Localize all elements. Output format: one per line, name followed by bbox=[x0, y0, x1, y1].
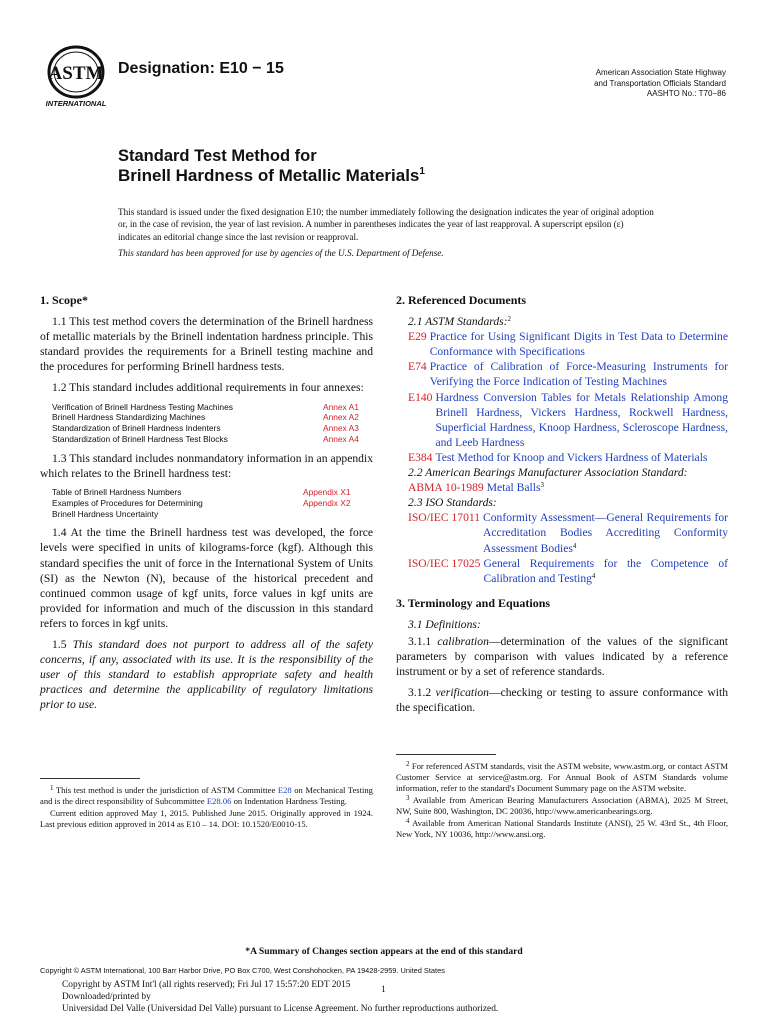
appendix-row bbox=[52, 498, 373, 509]
reference-title[interactable]: Practice of Calibration of Force-Measuring Instruments for Verifying the Force Indication of Testing Machines bbox=[429, 360, 728, 389]
reference-title[interactable] bbox=[483, 556, 728, 586]
scope-1-5-number: 1.5 bbox=[52, 637, 67, 651]
footnote-rule bbox=[40, 778, 140, 779]
definition-term: verification bbox=[435, 686, 489, 700]
aashto-line-3: AASHTO No.: T70−86 bbox=[646, 89, 726, 98]
reference-item[interactable] bbox=[408, 480, 728, 495]
footnote-text: For referenced ASTM standards, visit the ASTM website, www.astm.org, or contact ASTM Customer Service at service@astm.org. For Annual Book of ASTM Standards volume information, refer to the standard's Document Summary page on the ASTM website. bbox=[396, 761, 729, 793]
scope-1-5-text: This standard does not purport to address all of the safety concerns, if any, associated with its use. It is the responsibility of the user of this standard to establish appropriate safety and health practices and determine the applicability of regulatory limitations prior to use. bbox=[40, 637, 373, 712]
summary-note: *A Summary of Changes section appears at the end of this standard bbox=[245, 946, 523, 957]
annex-row bbox=[52, 434, 373, 445]
abma-label: 2.2 American Bearings Manufacturer Association Standard: bbox=[408, 466, 688, 480]
references-heading: 2. Referenced Documents bbox=[396, 293, 527, 307]
reference-code[interactable]: E29 bbox=[408, 330, 427, 344]
footnote-text: Available from American Bearing Manufacturers Association (ABMA), 2025 M Street, NW, Suite 800, Washington, DC 20036, http://www.americanbearings.org. bbox=[396, 795, 728, 816]
appendix-row bbox=[52, 487, 373, 498]
annex-row bbox=[52, 423, 373, 434]
footnotes-left bbox=[40, 785, 373, 831]
scope-1-3: 1.3 This standard includes nonmandatory information in an appendix which relates to the Brinell hardness test: bbox=[40, 451, 373, 480]
definition-number: 3.1.1 bbox=[408, 634, 432, 648]
annex-list bbox=[52, 402, 373, 445]
definition-text: —checking or testing to assure conformance with the specification. bbox=[396, 686, 728, 715]
designation: Designation: E10 − 15 bbox=[118, 60, 284, 77]
title-line-2 bbox=[118, 166, 425, 186]
footnote-mark: 2 bbox=[406, 760, 410, 768]
appendix-label: Examples of Procedures for Determining bbox=[52, 497, 203, 508]
reference-item[interactable] bbox=[408, 329, 728, 359]
footnote-1-edition: Current edition approved May 1, 2015. Published June 2015. Originally approved in 1924. Last previous edition approved in 2014 as E10 – 14. DOI: 10.1520/E0010-15. bbox=[40, 808, 373, 829]
aashto-note bbox=[548, 68, 726, 100]
reference-code[interactable]: ABMA 10-1989 bbox=[408, 481, 484, 495]
appendix-link[interactable]: Appendix X2 bbox=[303, 497, 351, 508]
reference-item[interactable] bbox=[408, 359, 728, 389]
definition-verification bbox=[396, 685, 728, 715]
annex-label: Standardization of Brinell Hardness Indenters bbox=[52, 423, 221, 434]
reference-footnote-mark: 4 bbox=[572, 541, 577, 550]
scope-heading: 1. Scope* bbox=[40, 293, 88, 307]
annex-row bbox=[52, 412, 373, 423]
dod-approval: This standard has been approved for use by agencies of the U.S. Department of Defense. bbox=[118, 248, 444, 258]
footnote-3 bbox=[396, 795, 728, 817]
committee-link[interactable]: E28 bbox=[277, 785, 292, 795]
annex-label: Brinell Hardness Standardizing Machines bbox=[52, 412, 206, 423]
definition-number: 3.1.2 bbox=[408, 686, 432, 700]
reference-title[interactable]: Practice for Using Significant Digits in Test Data to Determine Conformance with Specifications bbox=[429, 330, 728, 359]
footnote-text: on Indentation Hardness Testing. bbox=[233, 796, 347, 806]
download-notice bbox=[62, 979, 498, 1016]
definition-calibration bbox=[396, 634, 728, 679]
page-number: 1 bbox=[381, 984, 386, 995]
footnote-mark: 3 bbox=[406, 794, 410, 802]
footnote-2 bbox=[396, 761, 728, 794]
annex-label: Standardization of Brinell Hardness Test Blocks bbox=[52, 433, 228, 444]
title-line-1: Standard Test Method for bbox=[118, 147, 317, 165]
reference-footnote-mark: 4 bbox=[591, 571, 596, 580]
footnote-text: Available from American National Standards Institute (ANSI), 25 W. 43rd St., 4th Floor, New York, NY 10036, http://www.ansi.org. bbox=[396, 818, 728, 839]
annex-label: Verification of Brinell Hardness Testing Machines bbox=[52, 401, 233, 412]
reference-title[interactable] bbox=[483, 510, 728, 555]
copyright-line: Copyright © ASTM International, 100 Barr Harbor Drive, PO Box C700, West Conshohocken, PA 19428-2959. United States bbox=[40, 966, 445, 975]
subcommittee-link[interactable]: E28.06 bbox=[206, 796, 232, 806]
reference-code[interactable]: ISO/IEC 17011 bbox=[408, 511, 481, 525]
reference-item[interactable] bbox=[408, 510, 728, 555]
reference-title[interactable]: Test Method for Knoop and Vickers Hardness of Materials bbox=[435, 450, 708, 464]
reference-item[interactable] bbox=[408, 450, 728, 465]
download-line-1: Copyright by ASTM Int'l (all rights reserved); Fri Jul 17 15:57:20 EDT 2015 bbox=[62, 980, 351, 990]
page-title bbox=[118, 146, 425, 186]
logo-text: ASTM bbox=[48, 63, 104, 84]
reference-item[interactable] bbox=[408, 556, 728, 586]
footnote-1 bbox=[40, 785, 373, 807]
definition-text: —determination of the values of the significant parameters by comparison with values indicated by a reference instrument or by a set of reference standards. bbox=[396, 634, 728, 679]
left-column bbox=[40, 293, 373, 718]
title-main: Brinell Hardness of Metallic Materials bbox=[118, 166, 420, 185]
footnote-mark: 1 bbox=[50, 784, 54, 792]
annex-link[interactable]: Annex A3 bbox=[323, 423, 359, 434]
iso-label: 2.3 ISO Standards: bbox=[408, 496, 497, 510]
reference-item[interactable] bbox=[408, 390, 728, 450]
reference-title[interactable]: Hardness Conversion Tables for Metals Relationship Among Brinell Hardness, Vickers Hardness, Rockwell Hardness, Superficial Hardness, Knoop Hardness, Scleroscope Hardness, and Leeb Hardness bbox=[435, 390, 728, 449]
appendix-row bbox=[52, 509, 373, 520]
definition-term: calibration bbox=[437, 634, 489, 648]
reference-code[interactable]: ISO/IEC 17025 bbox=[408, 556, 481, 570]
definitions-label: 3.1 Definitions: bbox=[408, 617, 481, 631]
scope-1-5 bbox=[40, 637, 373, 712]
aashto-line-1: American Association State Highway bbox=[595, 68, 726, 77]
astm-label-text: 2.1 ASTM Standards: bbox=[408, 315, 508, 329]
footnote-4 bbox=[396, 818, 728, 840]
appendix-link[interactable]: Appendix X1 bbox=[303, 486, 351, 497]
logo-subtext: INTERNATIONAL bbox=[45, 99, 107, 108]
scope-1-1: 1.1 This test method covers the determination of the Brinell hardness of metallic materials by the Brinell indentation hardness principle. This standard provides the requirements for a Brinell testing machine and the procedures for performing Brinell hardness tests. bbox=[40, 315, 373, 374]
annex-link[interactable]: Annex A4 bbox=[323, 433, 359, 444]
scope-1-4: 1.4 At the time the Brinell hardness test was developed, the force levels were specified in units of kilograms-force (kgf). Although this standard specifies the unit of force in the International System of Units (SI) as the Newton (N), because of the historical precedent and continued common usage of kgf units, force values in kgf units are provided for information and much of the discussion in this standard refers to forces in kgf units. bbox=[40, 526, 373, 630]
annex-link[interactable]: Annex A2 bbox=[323, 412, 359, 423]
appendix-link bbox=[303, 509, 373, 520]
appendix-label: Brinell Hardness Uncertainty bbox=[52, 508, 159, 519]
standard-intro: This standard is issued under the fixed designation E10; the number immediately following the designation indicates the year of original adoption or, in the case of revision, the year of last revision. A number in parentheses indicates the year of last reapproval. A superscript epsilon (ε) indicates an editorial change since the last revision or reapproval. bbox=[118, 207, 654, 242]
reference-footnote-mark: 3 bbox=[540, 481, 544, 490]
astm-footnote-mark: 2 bbox=[507, 315, 512, 324]
appendix-label: Table of Brinell Hardness Numbers bbox=[52, 486, 182, 497]
annex-row bbox=[52, 402, 373, 413]
footnote-text: on Mechanical Testing and is the direct responsibility of Subcommittee bbox=[40, 785, 373, 806]
reference-title-text[interactable]: General Requirements for the Competence of Calibration and Testing bbox=[483, 556, 728, 585]
download-line-2: Downloaded/printed by bbox=[62, 992, 151, 1003]
appendix-list bbox=[52, 487, 373, 519]
footnote-rule bbox=[396, 754, 496, 755]
reference-code[interactable]: E140 bbox=[408, 390, 433, 404]
footnote-text: This test method is under the jurisdiction of ASTM Committee bbox=[55, 785, 276, 795]
annex-link[interactable]: Annex A1 bbox=[323, 401, 359, 412]
footnote-mark: 4 bbox=[406, 817, 410, 825]
scope-1-2: 1.2 This standard includes additional requirements in four annexes: bbox=[52, 381, 364, 395]
right-column bbox=[396, 293, 728, 721]
reference-code[interactable]: E384 bbox=[408, 450, 433, 464]
reference-code[interactable]: E74 bbox=[408, 360, 427, 374]
astm-standards-label bbox=[408, 314, 728, 329]
terminology-heading: 3. Terminology and Equations bbox=[396, 595, 551, 610]
footnotes-right bbox=[396, 761, 728, 841]
reference-title[interactable] bbox=[487, 480, 544, 495]
title-footnote-mark: 1 bbox=[419, 166, 425, 177]
reference-title-text[interactable]: Conformity Assessment—General Requirements for Accreditation Bodies Accrediting Conformity Assessment Bodies bbox=[483, 511, 728, 555]
reference-title-text[interactable]: Metal Balls bbox=[486, 481, 541, 495]
download-line-3: Universidad Del Valle (Universidad Del Valle) pursuant to License Agreement. No further reproductions authorized. bbox=[62, 1004, 499, 1015]
aashto-line-2: and Transportation Officials Standard bbox=[594, 78, 726, 88]
astm-logo bbox=[40, 44, 112, 108]
